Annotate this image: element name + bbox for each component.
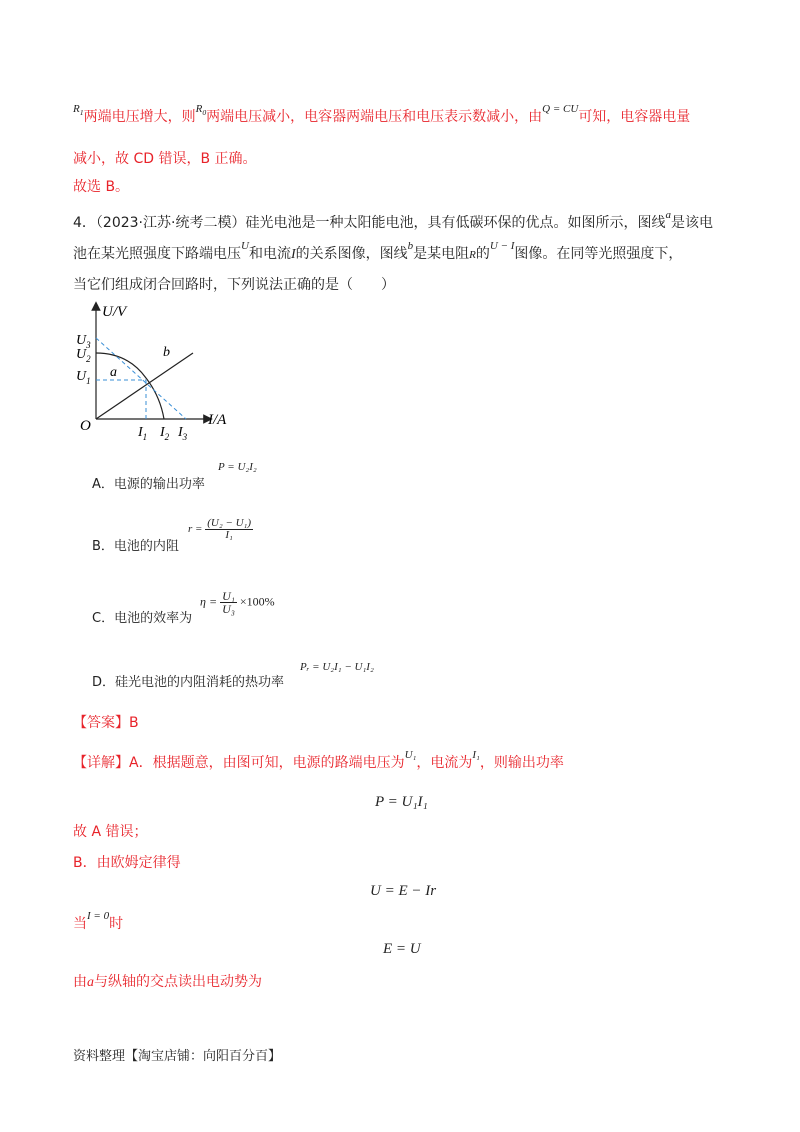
u-i-graph — [68, 300, 248, 440]
u2-label: $U_2$ — [76, 347, 91, 364]
i3-label: $I_3$ — [178, 425, 188, 440]
equation-p: P = U₁I₁ — [375, 794, 428, 810]
question-line3: 当它们组成闭合回路时，下列说法正确的是（ ） — [73, 277, 395, 293]
last-line: 由a与纵轴的交点读出电动势为 — [73, 974, 262, 990]
r0-symbol: R0 — [195, 103, 207, 118]
curve-a — [96, 353, 164, 419]
wrong-a: 故 A 错误； — [73, 824, 148, 840]
line-b-label: b — [163, 345, 170, 360]
option-a[interactable]: A．电源的输出功率 — [92, 477, 205, 492]
option-d[interactable]: D．硅光电池的内阻消耗的热功率 — [92, 675, 285, 690]
option-b-formula: r = $\frac{\text{(U₂ − U₁)}}{\text{I₁}}$ — [188, 517, 252, 541]
line-b — [96, 353, 193, 419]
i2-label: $I_2$ — [160, 425, 170, 440]
q-cu-formula: Q = CU — [542, 103, 579, 115]
symbol-r: R — [469, 249, 476, 261]
symbol-i: I — [290, 247, 296, 262]
symbol-u: U — [241, 240, 249, 252]
prev-explain-line3: 故选 B。 — [73, 179, 130, 195]
i1-label: $I_1$ — [138, 425, 148, 440]
x-axis-label: I/A — [208, 412, 227, 428]
option-c[interactable]: C．电池的效率为 — [92, 611, 193, 626]
origin-label: O — [80, 418, 91, 434]
footer-source: 资料整理【淘宝店铺：向阳百分百】 — [73, 1049, 282, 1064]
option-c-formula: η = $\frac{\text{U₁}}{\text{U₃}}$ ×100% — [200, 589, 275, 616]
option-b[interactable]: B．电池的内阻 — [92, 539, 179, 554]
symbol-b: b — [407, 240, 414, 252]
question-line1: 4．（2023·江苏·统考二模）硅光电池是一种太阳能电池，具有低碳环保的优点。如图所示，图线$^a$是该电 — [73, 209, 713, 231]
detail-u1: U₁ — [404, 749, 417, 761]
answer-label: 【答案】B — [73, 715, 139, 731]
detail-i1: I₁ — [472, 749, 480, 761]
y-axis-label: U/V — [102, 304, 127, 320]
u1-label: $U_1$ — [76, 369, 91, 386]
prev-explain-line1: $^{R_1}$两端电压增大，则$^{R_0}$两端电压减小，电容器两端电压和电压表示数减小，由$^{Q = CU}$可知，电容器电量 — [73, 103, 691, 125]
last-symbol-a: a — [87, 975, 94, 990]
when-line: 当$^{I = 0}$时 — [73, 910, 124, 932]
b-intro: B．由欧姆定律得 — [73, 855, 181, 871]
r1-symbol: R1 — [73, 103, 84, 118]
curve-a-label: a — [110, 365, 117, 380]
equation-e: E = U — [383, 941, 421, 957]
question-line2: 池在某光照强度下路端电压$^U$和电流I的关系图像，图线$^b$是某电阻R的$^{U - I}$图像。在同等光照强度下， — [73, 240, 683, 262]
symbol-a: a — [665, 209, 671, 221]
option-d-formula: Pᵣ = U₂I₁ − U₁I₂ — [300, 661, 374, 673]
prev-explain-line2: 减小，故 CD 错误，B 正确。 — [73, 151, 257, 167]
detail-line-a: 【详解】A．根据题意，由图可知，电源的路端电压为$^{U_1}$，电流为$^{I_1}$，则输出功率 — [73, 749, 564, 771]
equation-ohm: U = E − Ir — [370, 883, 437, 899]
when-condition: I = 0 — [87, 910, 110, 922]
option-a-formula: P = U₂I₂ — [218, 461, 257, 473]
u3-label: $U_3$ — [76, 333, 91, 350]
symbol-u-i: U − I — [489, 240, 515, 252]
